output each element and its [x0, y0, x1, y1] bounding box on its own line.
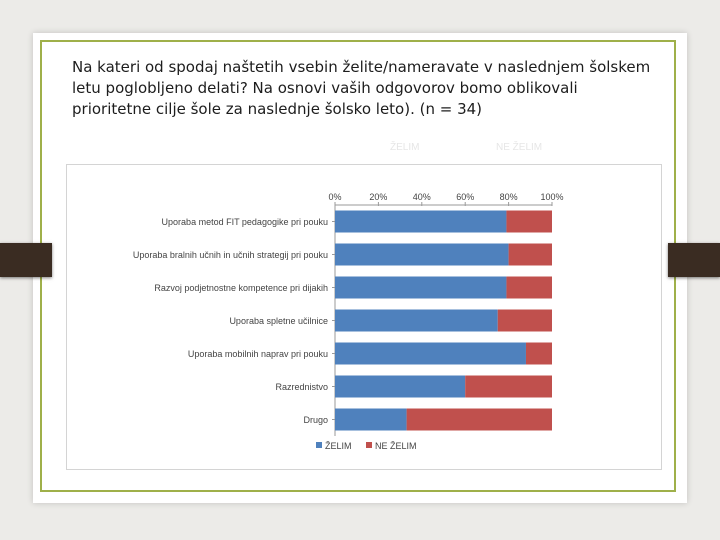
x-tick-label: 20%	[369, 192, 388, 202]
bar-zelim	[335, 409, 407, 431]
bar-ne-zelim	[506, 277, 552, 299]
x-tick-label: 40%	[412, 192, 431, 202]
bar-zelim	[335, 343, 526, 365]
legend-swatch	[316, 442, 322, 448]
bar-ne-zelim	[509, 244, 552, 266]
category-label: Razrednistvo	[275, 382, 328, 392]
bar-zelim	[335, 277, 506, 299]
legend-label: NE ŽELIM	[375, 441, 417, 451]
slide-title: Na kateri od spodaj naštetih vsebin želite/nameravate v naslednjem šolskem letu poglobljeno delati? Na osnovi vaših odgovorov bomo oblikovali prioritetne cilje šole za naslednje šolsko leto). (n = 34)	[72, 58, 651, 118]
category-label: Uporaba spletne učilnice	[229, 316, 328, 326]
x-tick-label: 0%	[328, 192, 342, 202]
bar-ne-zelim	[465, 376, 552, 398]
category-label: Razvoj podjetnostne kompetence pri dijakih	[154, 283, 328, 293]
category-label: Uporaba mobilnih naprav pri pouku	[187, 349, 328, 359]
x-tick-label: 60%	[456, 192, 475, 202]
legend-swatch	[366, 442, 372, 448]
bar-ne-zelim	[407, 409, 552, 431]
bar-zelim	[335, 244, 509, 266]
bar-zelim	[335, 310, 498, 332]
bar-zelim	[335, 211, 506, 233]
category-label: Drugo	[303, 415, 328, 425]
bar-ne-zelim	[506, 211, 552, 233]
category-label: Uporaba bralnih učnih in učnih strategij pri pouku	[132, 250, 328, 260]
category-label: Uporaba metod FIT pedagogike pri pouku	[161, 217, 328, 227]
bar-zelim	[335, 376, 465, 398]
x-tick-label: 100%	[540, 192, 564, 202]
ghost-legend-label-2: NE ŽELIM	[496, 142, 543, 153]
bar-ne-zelim	[526, 343, 552, 365]
legend-label: ŽELIM	[325, 441, 352, 451]
bar-ne-zelim	[498, 310, 552, 332]
ghost-legend-label-1: ŽELIM	[390, 142, 420, 153]
x-tick-label: 80%	[499, 192, 518, 202]
